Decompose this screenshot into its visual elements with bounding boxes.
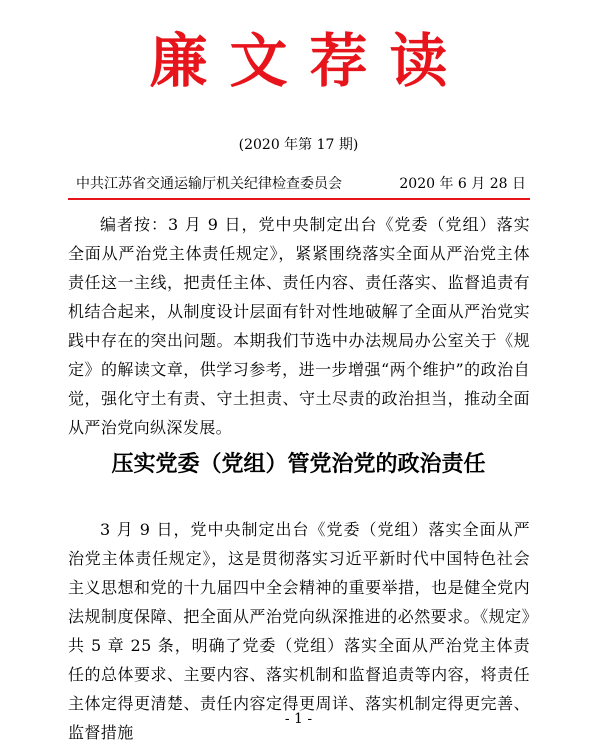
masthead-title: 廉文荐读 <box>149 27 470 95</box>
organization-name: 中共江苏省交通运输厅机关纪律检查委员会 <box>76 176 342 192</box>
publish-date: 2020 年 6 月 28 日 <box>399 176 526 192</box>
article-title: 压实党委（党组）管党治党的政治责任 <box>111 451 486 477</box>
issue-number: (2020 年第 17 期) <box>238 137 359 153</box>
article-paragraph: 3 月 9 日，党中央制定出台《党委（党组）落实全面从严治党主体责任规定》，这是贯彻落实习近平新时代中国特色社会主义思想和党的十九届四中全会精神的重要举措，也是健全党内法规制度保障、把全面从严治党向纵深推进的必然要求。《规定》共 5 章 25 条，明确了党委（党组）落实全面从严治党主体责任的总体要求、主要内容、落实机制和监督追责等内容，将责任主体定得更清楚、责任内容定得更周详、落实机制定得更完善、监督措施 <box>68 520 530 742</box>
editor-note: 编者按：3 月 9 日，党中央制定出台《党委（党组）落实全面从严治党主体责任规定》，紧紧围绕落实全面从严治党主体责任这一主线，把责任主体、责任内容、责任落实、监督追责有机结合起来，从制度设计层面有针对性地破解了全面从严治党实践中存在的突出问题。本期我们节选中办法规局办公室关于《规定》的解读文章，供学习参考，进一步增强“两个维护”的政治自觉，强化守土有责、守土担责、守土尽责的政治担当，推动全面从严治党向纵深发展。 <box>68 215 530 437</box>
header-line <box>76 174 526 196</box>
header-divider <box>68 198 530 200</box>
page-number: - 1 - <box>284 711 313 727</box>
